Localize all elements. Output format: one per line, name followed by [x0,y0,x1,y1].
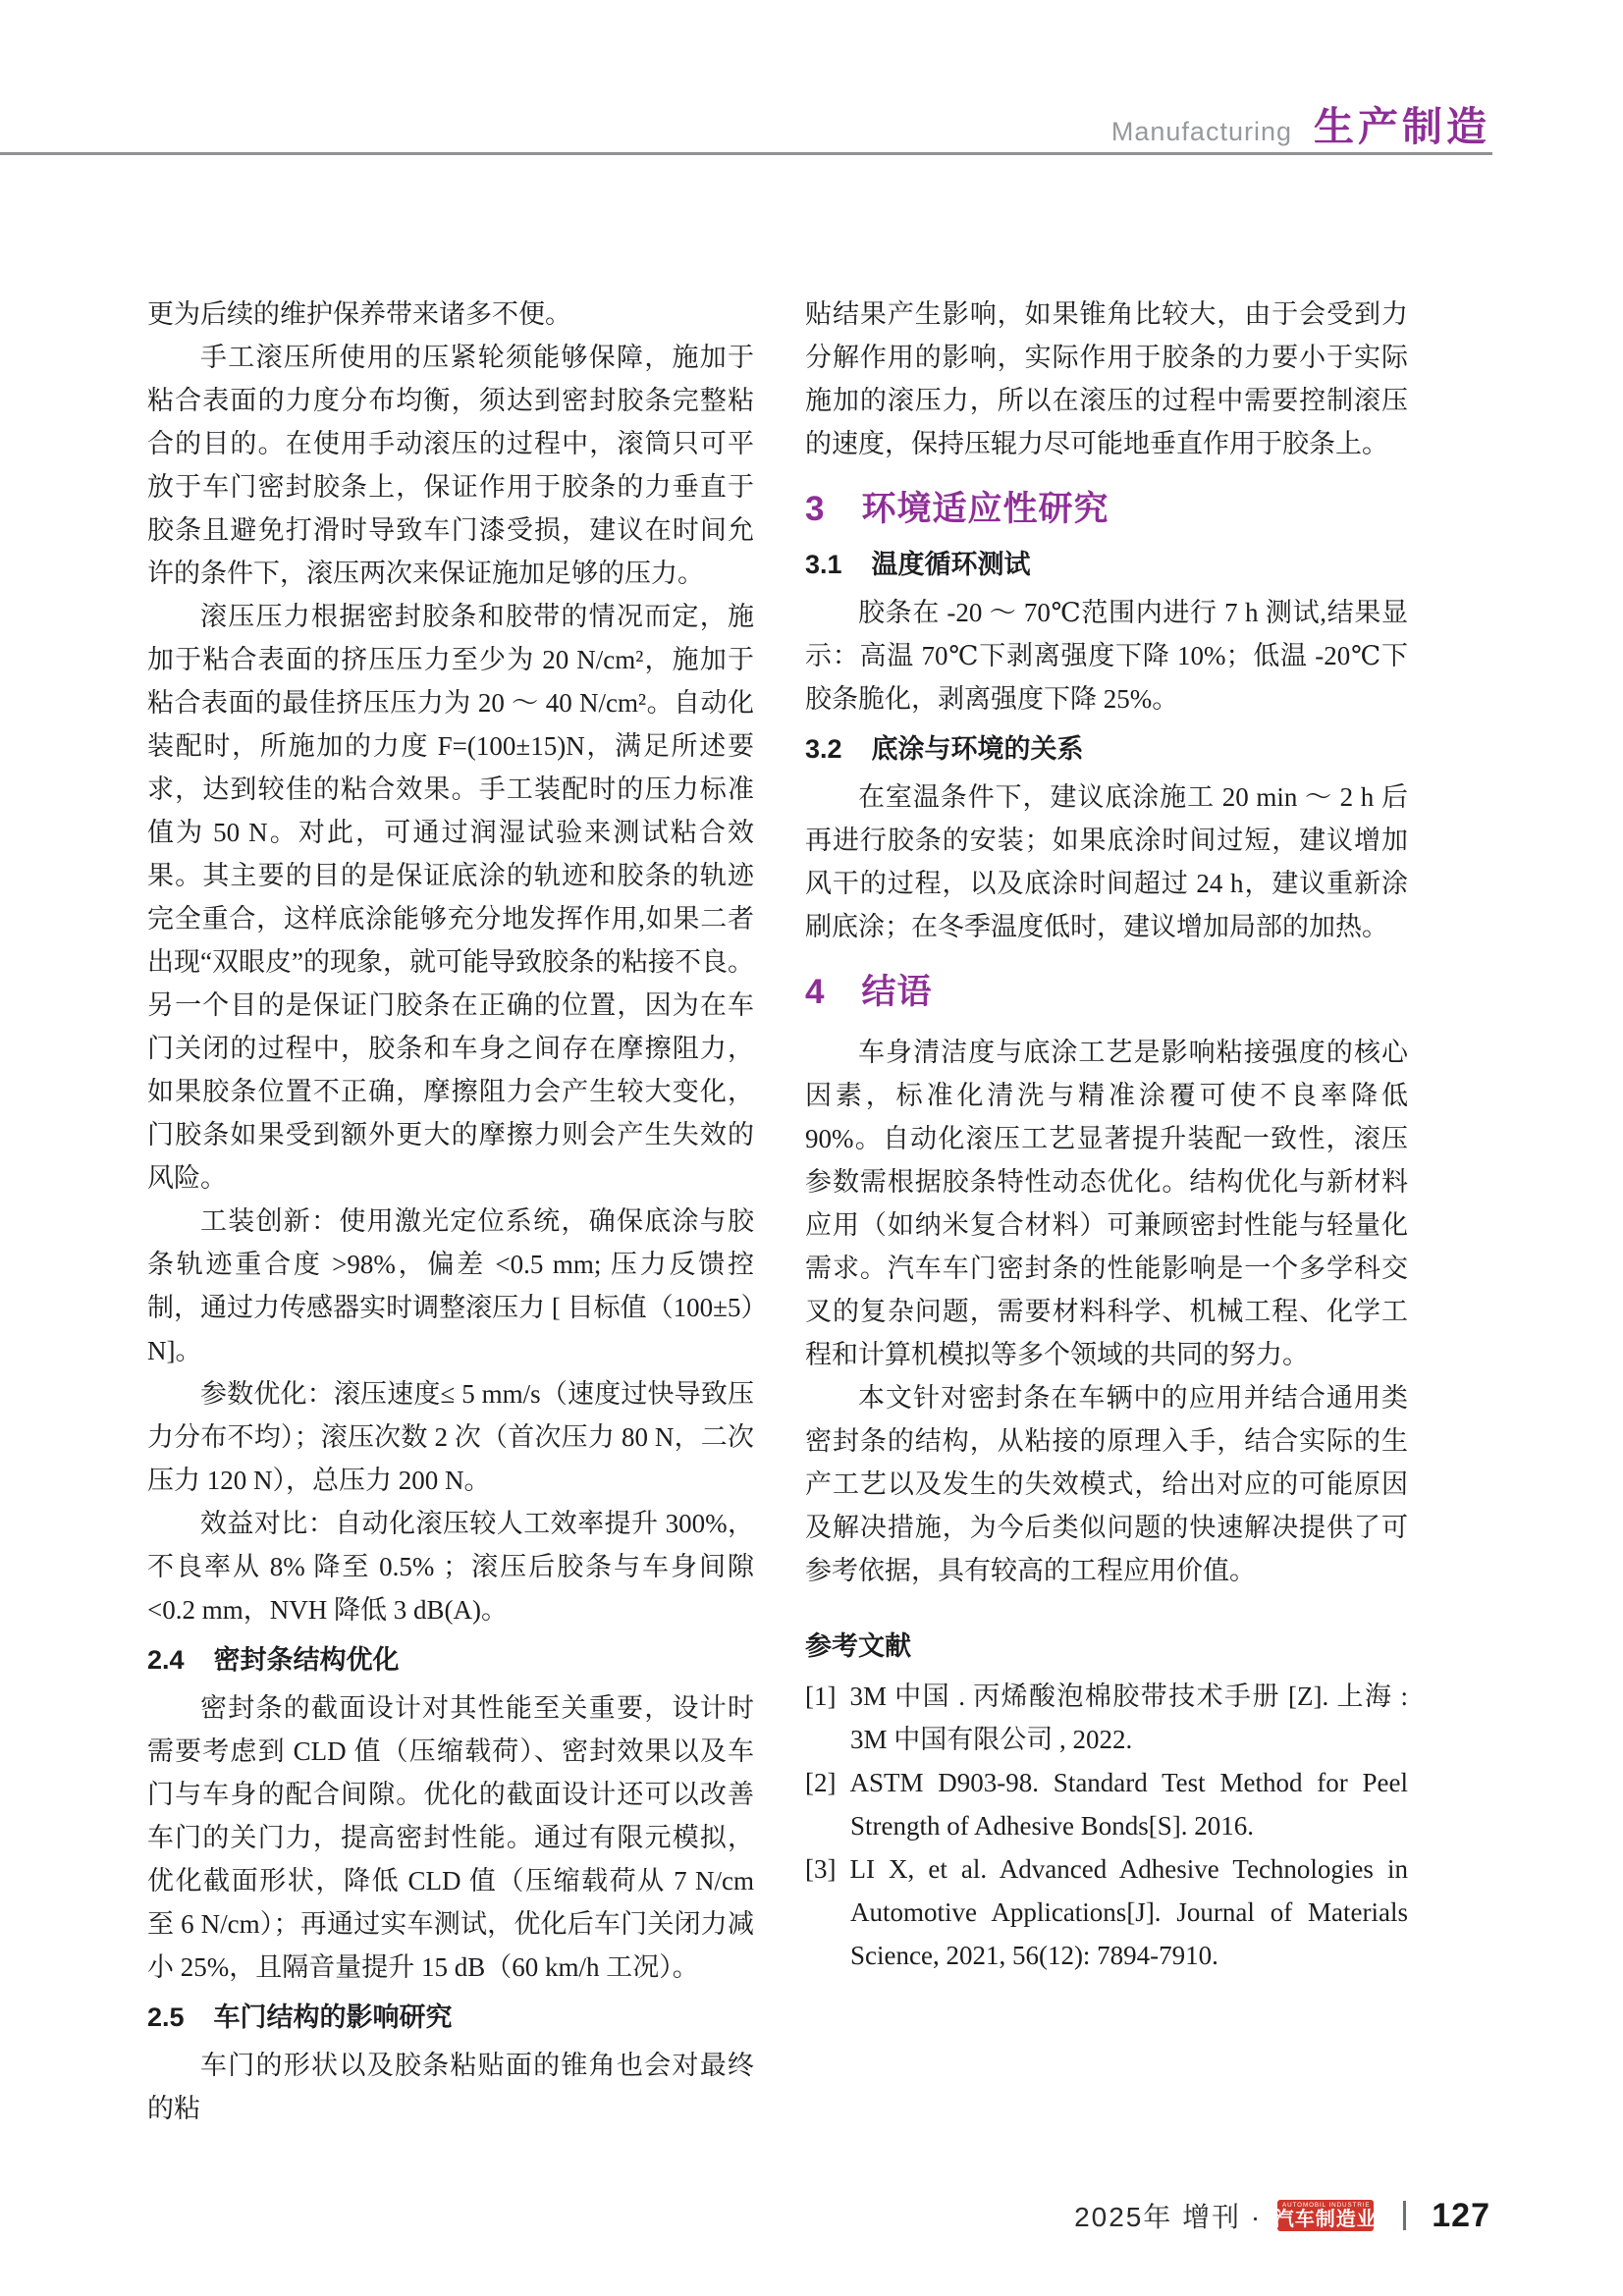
section-title-zh: 生产制造 [1314,104,1490,149]
reference-item [805,1761,1408,1847]
page-footer [0,2196,1490,2235]
section-title-en: Manufacturing [1110,117,1292,146]
journal-logo [1273,2200,1378,2231]
subsection-number: 3.2 [805,734,842,764]
reference-text: 3M 中国 . 丙烯酸泡棉胶带技术手册 [Z]. 上海 : 3M 中国有限公司 , 2022. [849,1682,1408,1754]
subsection-heading-text: 车门结构的影响研究 [213,2002,453,2032]
body-paragraph: 手工滚压所使用的压紧轮须能够保障，施加于粘合表面的力度分布均衡，须达到密封胶条完整粘合的目的。在使用手动滚压的过程中，滚筒只可平放于车门密封胶条上，保证作用于胶条的力垂直于胶条且避免打滑时导致车门漆受损，建议在时间允许的条件下，滚压两次来保证施加足够的压力。 [147,343,754,588]
reference-text: LI X, et al. Advanced Adhesive Technologies in Automotive Applications[J]. Journal of Materials Science, 2021, 56(12): 7894-7910. [849,1854,1408,1970]
body-paragraph: 效益对比：自动化滚压较人工效率提升 300%，不良率从 8% 降至 0.5% ；滚压后胶条与车身间隙 <0.2 mm，NVH 降低 3 dB(A)。 [147,1509,754,1625]
subsection-heading [147,2001,754,2034]
section-heading-text: 结语 [861,973,933,1011]
section-heading [805,485,1408,534]
issue-label: 2025年 增刊 · [1074,2202,1263,2232]
section-heading [805,968,1408,1017]
page-header [0,94,1490,152]
body-paragraph: 在室温条件下，建议底涂施工 20 min ～ 2 h 后再进行胶条的安装；如果底涂时间过短，建议增加风干的过程，以及底涂时间超过 24 h，建议重新涂刷底涂；在冬季温度低时，建议增加局部的加热。 [805,782,1408,941]
body-paragraph: 车身清洁度与底涂工艺是影响粘接强度的核心因素，标准化清洗与精准涂覆可使不良率降低 90%。自动化滚压工艺显著提升装配一致性，滚压参数需根据胶条特性动态优化。结构优化与新材料应用（如纳米复合材料）可兼顾密封性能与轻量化需求。汽车车门密封条的性能影响是一个多学科交叉的复杂问题，需要材料科学、机械工程、化学工程和计算机模拟等多个领域的共同的努力。 [805,1038,1408,1369]
subsection-heading [805,548,1408,581]
body-paragraph: 胶条在 -20 ～ 70℃范围内进行 7 h 测试,结果显示：高温 70℃下剥离强度下降 10%；低温 -20℃下胶条脆化，剥离强度下降 25%。 [805,598,1408,714]
right-text-column [805,293,1408,1977]
body-paragraph: 滚压压力根据密封胶条和胶带的情况而定，施加于粘合表面的挤压压力至少为 20 N/cm²，施加于粘合表面的最佳挤压压力为 20 ～ 40 N/cm²。自动化装配时，所施加的力度 F=(100±15)N，满足所述要求，达到较佳的粘合效果。手工装配时的压力标准值为 50 N。对此，可通过润湿试验来测试粘合效果。其主要的目的是保证底涂的轨迹和胶条的轨迹完全重合，这样底涂能够充分地发挥作用,如果二者出现“双眼皮”的现象，就可能导致胶条的粘接不良。另一个目的是保证门胶条在正确的位置，因为在车门关闭的过程中，胶条和车身之间存在摩擦阻力，如果胶条位置不正确，摩擦阻力会产生较大变化，门胶条如果受到额外更大的摩擦力则会产生失效的风险。 [147,602,754,1193]
page-number: 127 [1432,2196,1490,2234]
subsection-number: 3.1 [805,550,842,579]
section-number: 3 [805,490,825,528]
body-paragraph: 贴结果产生影响，如果锥角比较大，由于会受到力分解作用的影响，实际作用于胶条的力要小于实际施加的滚压力，所以在滚压的过程中需要控制滚压的速度，保持压辊力尽可能地垂直作用于胶条上。 [805,299,1408,458]
body-paragraph: 车门的形状以及胶条粘贴面的锥角也会对最终的粘 [147,2051,754,2123]
reference-text: ASTM D903-98. Standard Test Method for Peel Strength of Adhesive Bonds[S]. 2016. [849,1768,1408,1841]
subsection-number: 2.4 [147,1645,185,1675]
body-paragraph: 工装创新：使用激光定位系统，确保底涂与胶条轨迹重合度 >98%，偏差 <0.5 mm; 压力反馈控制，通过力传感器实时调整滚压力 [ 目标值（100±5）N]。 [147,1206,754,1365]
subsection-heading-text: 底涂与环境的关系 [871,734,1084,764]
journal-logo-title: 汽车制造业 [1273,2209,1378,2230]
reference-number: [2] [805,1768,837,1797]
left-text-column [147,293,754,2130]
reference-item [805,1847,1408,1977]
header-divider-rule [0,152,1492,155]
body-paragraph: 本文针对密封条在车辆中的应用并结合通用类密封条的结构，从粘接的原理入手，结合实际的生产工艺以及发生的失效模式，给出对应的可能原因及解决措施，为今后类似问题的快速解决提供了可参考依据，具有较高的工程应用价值。 [805,1383,1408,1585]
body-paragraph: 参数优化：滚压速度≤ 5 mm/s（速度过快导致压力分布不均）；滚压次数 2 次（首次压力 80 N，二次压力 120 N），总压力 200 N。 [147,1379,754,1495]
journal-logo-subtitle: AUTOMOBIL INDUSTRIE [1281,2202,1371,2209]
body-paragraph: 更为后续的维护保养带来诸多不便。 [147,299,571,329]
subsection-heading [147,1643,754,1677]
subsection-heading [805,732,1408,766]
body-paragraph: 密封条的截面设计对其性能至关重要，设计时需要考虑到 CLD 值（压缩载荷）、密封效果以及车门与车身的配合间隙。优化的截面设计还可以改善车门的关门力，提高密封性能。通过有限元模拟，优化截面形状，降低 CLD 值（压缩载荷从 7 N/cm 至 6 N/cm）；再通过实车测试，优化后车门关闭力减小 25%，且隔音量提升 15 dB（60 km/h 工况）。 [147,1693,754,1982]
section-number: 4 [805,973,825,1011]
reference-number: [1] [805,1682,837,1711]
subsection-heading-text: 温度循环测试 [871,550,1031,579]
subsection-number: 2.5 [147,2002,185,2032]
references-heading: 参考文献 [805,1631,911,1661]
footer-divider-bar [1403,2201,1406,2230]
subsection-heading-text: 密封条结构优化 [213,1645,400,1675]
reference-number: [3] [805,1854,837,1884]
section-heading-text: 环境适应性研究 [861,490,1109,528]
reference-item [805,1675,1408,1761]
